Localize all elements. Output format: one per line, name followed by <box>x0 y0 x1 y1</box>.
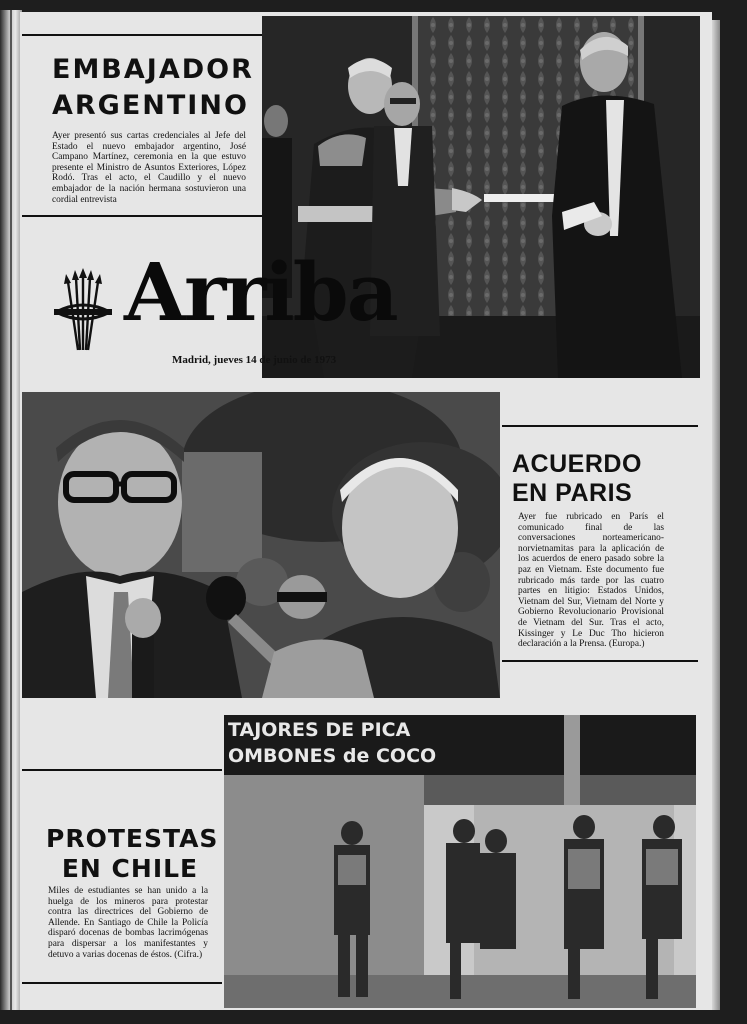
headline-protestas <box>46 824 219 884</box>
sign-text-line2: OMBONES de COCO <box>228 745 437 767</box>
headline-acuerdo-line2: EN PARIS <box>512 479 633 507</box>
body-embajador: Ayer presentó sus cartas credenciales al Jefe del Estado el nuevo embajador argentino, José Campano Martínez, ceremonia en la que estuvo presente el Ministro de Asuntos Exteriores, López Rodó. Tras el acto, el Caudillo y el nuevo embajador de la nación hermana sostuvieron una cordial entrevista <box>52 131 246 205</box>
masthead-title: Arriba <box>124 245 397 339</box>
headline-acuerdo-line1: ACUERDO <box>512 450 642 478</box>
photo-acuerdo-paris <box>22 392 500 698</box>
headline-embajador <box>52 52 252 124</box>
rule-under-acuerdo <box>502 660 698 662</box>
sign-text-line1: TAJORES DE PICA <box>228 719 411 741</box>
body-acuerdo: Ayer fue rubricado en París el comunicado final de las conversaciones norteamericano-norvietnamitas para la aplicación de los acuerdos de enero pasado sobre la paz en Vietnam. Este documento fue rubricado más tarde por las cuatro partes en litigio: Estados Unidos, Vietnam del Sur, Vietnam del Norte y Gobierno Revolucionario Provisional de Vietnam del Sur. Tras el acto, Kissinger y Le Duc Tho hicieron declaración a la Prensa. (Europa.) <box>518 512 664 650</box>
headline-protestas-line1: PROTESTAS <box>46 824 219 853</box>
photo-protestas-chile <box>224 715 696 1008</box>
yoke-and-arrows-emblem <box>54 268 112 354</box>
rule-top-acuerdo <box>502 425 698 427</box>
photo-acuerdo-illustration <box>22 392 500 698</box>
rule-top-protestas <box>22 769 222 771</box>
binding-spine-line <box>10 10 12 1010</box>
rule-top-left <box>22 34 262 36</box>
headline-embajador-line2: ARGENTINO <box>52 90 249 121</box>
rule-under-protestas <box>22 982 222 984</box>
masthead-date: Madrid, jueves 14 de junio de 1973 <box>172 354 337 366</box>
headline-embajador-line1: EMBAJADOR <box>52 54 254 85</box>
rule-under-embajador <box>22 215 262 217</box>
body-protestas: Miles de estudiantes se han unido a la huelga de los mineros para protestar contra las directrices del Gobierno de Allende. En Santiago de Chile la Policía disparó docenas de bombas lacrimógenas para dispersar a los manifestantes y detuvo a varias docenas de éstos. (Cifra.) <box>48 886 208 960</box>
headline-protestas-line2: EN CHILE <box>61 854 199 883</box>
headline-acuerdo <box>512 450 672 508</box>
